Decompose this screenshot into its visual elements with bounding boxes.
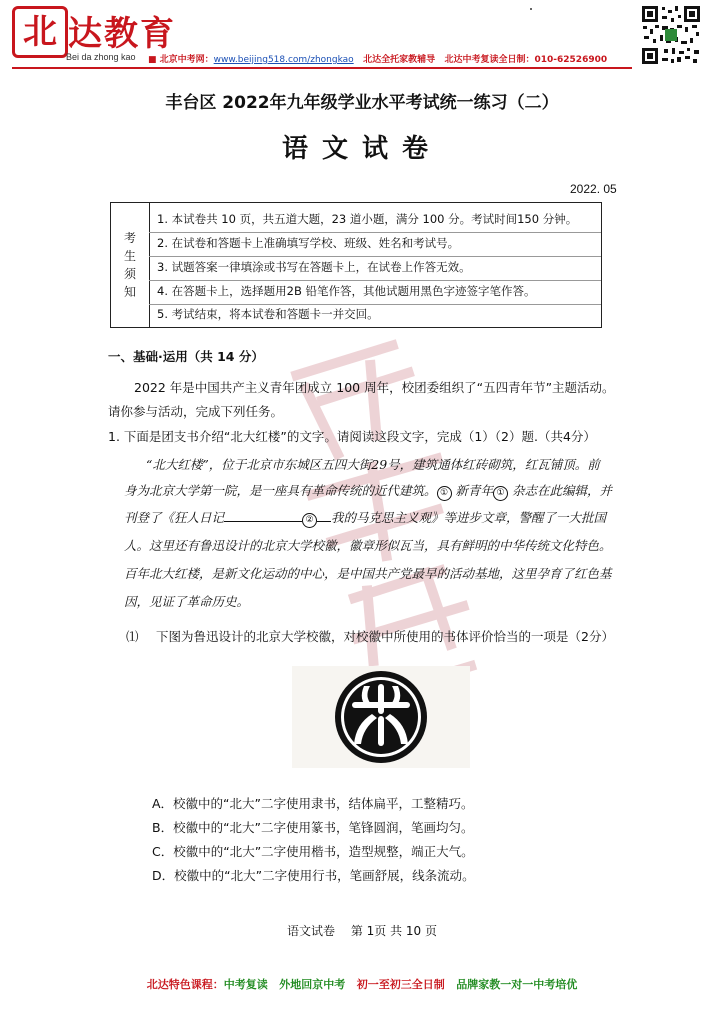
notice-item: 4. 在答题卡上，选择题用2B 铅笔作答，其他试题用黑色字迹签字笔作答。	[157, 284, 536, 298]
notice-label	[111, 203, 150, 327]
notice-label-char: 须	[123, 267, 136, 281]
blank-marker-1: ①	[493, 486, 508, 501]
promo-course: 品牌家教一对一中考培优	[456, 978, 578, 991]
notice-divider	[149, 232, 601, 233]
sub-question-marker: ⑴	[126, 629, 139, 644]
notice-label-char: 生	[123, 249, 136, 263]
option-c[interactable]: C．校徽中的“北大”二字使用楷书，造型规整，端正大气。	[152, 844, 474, 859]
blank-marker-2: ②	[302, 513, 317, 528]
notice-item: 2. 在试卷和答题卡上准确填写学校、班级、姓名和考试号。	[157, 236, 460, 250]
exam-notice-box	[110, 202, 602, 328]
tagline-tutoring: 北达全托家教辅导	[363, 55, 436, 65]
passage-text: 刊登了《狂人日记	[124, 510, 225, 525]
footer-subject: 语文试卷	[286, 924, 335, 938]
option-d[interactable]: D．校徽中的“北大”二字使用行书，笔画舒展，线条流动。	[152, 868, 475, 883]
notice-item: 1. 本试卷共 10 页，共五道大题，23 道小题，满分 100 分。考试时间150 分钟。	[157, 212, 578, 226]
pku-badge-icon	[292, 666, 470, 768]
page-footer	[0, 922, 724, 939]
site-link[interactable]: www.beijing518.com/zhongkao	[213, 55, 354, 65]
notice-item: 5. 考试结束，将本试卷和答题卡一并交回。	[157, 307, 379, 321]
site-label-text: 北京中考网：	[159, 55, 214, 65]
question-1-prompt: 1. 下面是团支书介绍“北大红楼”的文字。请阅读这段文字，完成（1）（2）题.（共4分）	[108, 429, 596, 444]
notice-label-char: 考	[123, 231, 136, 245]
exam-title: 丰台区 2022年九年级学业水平考试统一练习（二）	[165, 93, 559, 113]
passage-line: 人。这里还有鲁迅设计的北京大学校徽，徽章形似瓦当，具有鲜明的中华传统文化特色。	[124, 538, 612, 553]
answer-blank[interactable]	[224, 521, 302, 522]
header-contact-bar	[148, 52, 607, 65]
passage-line: “北大红楼”，位于北京市东城区五四大街29号，建筑通体红砖砌筑，红瓦铺顶。前	[146, 457, 600, 472]
intro-text: 2022 年是中国共产主义青年团成立 100 周年，校团委组织了“五四青年节”主题活动。	[134, 380, 615, 395]
pku-badge-image	[292, 666, 470, 768]
brand-logo-pinyin: Bei da zhong kao	[66, 52, 136, 62]
exam-date: 2022. 05	[570, 182, 617, 196]
notice-item: 3. 试题答案一律填涂或书写在答题卡上，在试卷上作答无效。	[157, 260, 471, 274]
passage-text: 我的马克思主义观》等进步文章，警醒了一大批国	[331, 510, 607, 525]
option-a[interactable]: A．校徽中的“北大”二字使用隶书，结体扁平，工整精巧。	[152, 796, 474, 811]
passage-text: 杂志在此编辑，并	[508, 483, 612, 498]
passage-line	[124, 508, 606, 528]
passage-text: 新青年	[451, 483, 493, 498]
intro-text: 请你参与活动，完成下列任务。	[108, 404, 284, 419]
brand-logo-mark: 北	[12, 6, 68, 58]
promo-course: 外地回京中考	[279, 978, 346, 991]
passage-line: 百年北大红楼，是新文化运动的中心，是中国共产党最早的活动基地，这里孕育了红色基	[124, 566, 612, 581]
notice-divider	[149, 256, 601, 257]
passage-line: 因，见证了革命历史。	[124, 594, 250, 609]
sub-question-1-prompt: 下图为鲁迅设计的北京大学校徽，对校徽中所使用的书体评价恰当的一项是（2分）	[156, 629, 614, 644]
promo-label: 北达特色课程：	[146, 978, 224, 991]
qr-code-icon[interactable]	[640, 4, 702, 66]
option-b[interactable]: B．校徽中的“北大”二字使用篆书，笔锋圆润，笔画均匀。	[152, 820, 474, 835]
notice-label-char: 知	[123, 285, 136, 299]
brand-logo-name: 达教育	[68, 14, 176, 54]
notice-divider	[149, 280, 601, 281]
answer-blank[interactable]	[317, 521, 331, 522]
footer-page-number: 第 1页 共 10 页	[350, 924, 437, 938]
subject-title: 语文试卷	[281, 134, 442, 164]
notice-divider	[149, 304, 601, 305]
bottom-promo-bar	[0, 976, 724, 992]
site-label: ■	[148, 55, 160, 65]
promo-course: 初一至初三全日制	[356, 978, 445, 991]
passage-line	[124, 481, 612, 501]
promo-course: 中考复读	[223, 978, 268, 991]
passage-text: 身为北京大学第一院，是一座具有革命传统的近代建筑。	[124, 483, 437, 498]
section-heading: 一、基础·运用（共 14 分）	[108, 349, 264, 364]
header-divider	[12, 67, 632, 69]
dot-mark	[530, 8, 532, 10]
tagline-phone: 北达中考复读全日制：010-62526900	[444, 55, 608, 65]
blank-marker-1: ①	[437, 486, 452, 501]
